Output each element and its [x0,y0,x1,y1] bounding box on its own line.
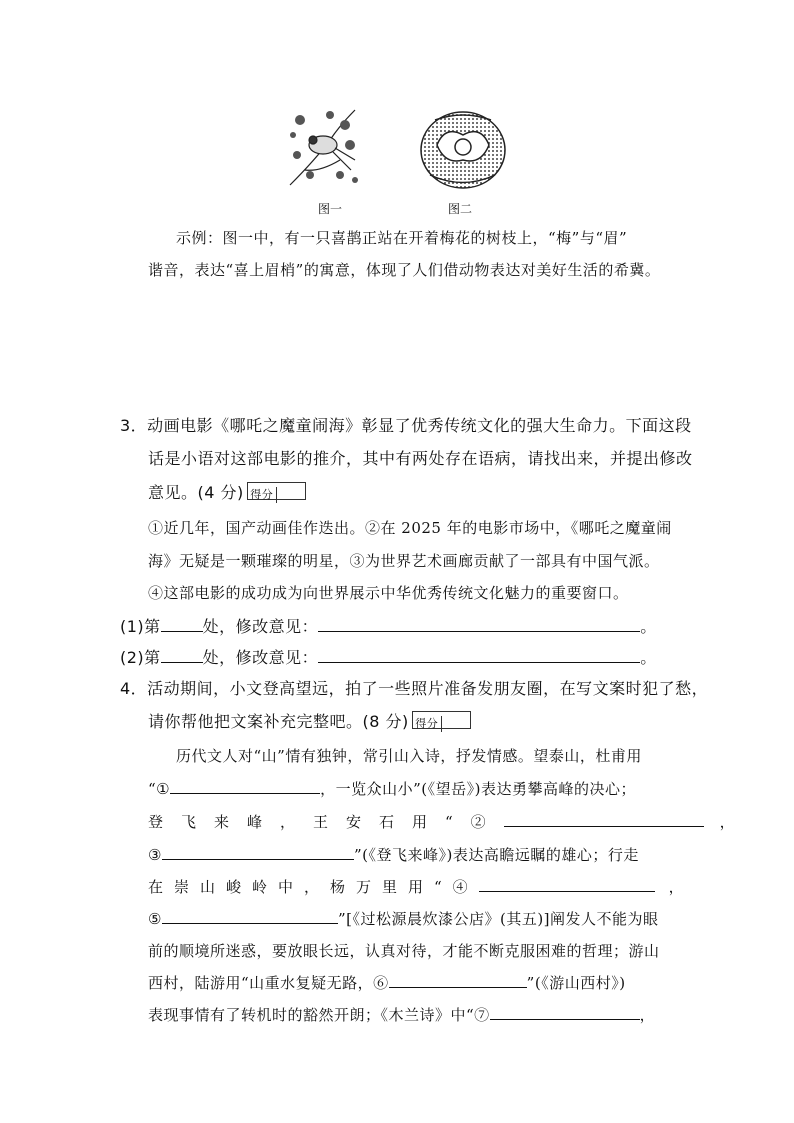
magpie-plum-illustration [285,100,365,195]
q3-line-3 [148,480,306,503]
poem-blank-3[interactable] [162,845,354,860]
poem-blank-7[interactable] [490,1005,640,1020]
q3-answer-2: (2)第 处，修改意见： 。 [120,648,657,667]
q4-para-9: 表现事情有了转机时的豁然开朗；《木兰诗》中“⑦ ， [148,1006,656,1024]
q4-para-7: 前的顺境所迷惑，要放眼长远，认真对待，才能不断克服困难的哲理；游山 [148,942,660,960]
q3-answer-1-revision-blank[interactable] [318,617,640,632]
q3-answer-2-revision-blank[interactable] [318,648,640,663]
q3-passage-3: ④这部电影的成功成为向世界展示中华优秀传统文化魅力的重要窗口。 [148,584,629,602]
q4-para-1: 历代文人对“山”情有独钟，常引山入诗，抒发情感。望泰山，杜甫用 [176,747,642,765]
q4-line-1: 4．活动期间，小文登高望远，拍了一些照片准备发朋友圈，在写文案时犯了愁， [120,679,709,698]
q3-points: 意见。(4 分) [148,483,244,502]
auspicious-pattern-illustration [415,105,510,193]
figure-1-caption: 图一 [318,202,343,216]
q4-para-3: 登飞来峰，王安石用“② ， [148,813,736,831]
q4-para-2: “① ，一览众山小”(《望岳》)表达勇攀高峰的决心； [148,780,636,798]
q3-line-1: 3．动画电影《哪吒之魔童闹海》彰显了优秀传统文化的强大生命力。下面这段 [120,416,692,435]
q3-passage-2: 海》无疑是一颗璀璨的明星，③为世界艺术画廊贡献了一部具有中国气派。 [148,552,660,570]
q4-para-5: 在崇山峻岭中，杨万里用“④ ， [148,878,685,896]
q4-para-4: ③ ”(《登飞来峰》)表达高瞻远瞩的雄心；行走 [148,846,639,864]
q3-answer-2-location-blank[interactable] [161,648,203,663]
poem-blank-2[interactable] [504,812,704,827]
poem-blank-6[interactable] [389,973,527,988]
figure-2-caption: 图二 [448,202,473,216]
poem-blank-5[interactable] [162,909,338,924]
q4-line-2: 请你帮他把文案补充完整吧。(8 分) 得分 [148,709,471,732]
q3-passage-1: ①近几年，国产动画佳作迭出。②在 2025 年的电影市场中，《哪吒之魔童闹 [148,519,672,537]
example-line-1: 示例：图一中，有一只喜鹊正站在开着梅花的树枝上，“梅”与“眉” [176,229,628,247]
q4-score-box[interactable] [412,711,471,729]
q4-score-label: 得分 [413,716,442,732]
q4-para-6: ⑤ ”[《过松源晨炊漆公店》(其五)]阐发人不能为眼 [148,910,659,928]
q3-score-label: 得分 [248,487,277,503]
example-line-2: 谐音，表达“喜上眉梢”的寓意，体现了人们借动物表达对美好生活的希冀。 [148,261,661,279]
q3-score-box[interactable] [247,482,306,500]
poem-blank-1[interactable] [170,779,320,794]
q3-answer-1-location-blank[interactable] [161,617,203,632]
poem-blank-4[interactable] [479,877,655,892]
q3-answer-1: (1)第 处，修改意见： 。 [120,617,657,636]
q4-para-8: 西村，陆游用“山重水复疑无路，⑥ ”(《游山西村》) [148,974,626,992]
q3-line-2: 话是小语对这部电影的推介，其中有两处存在语病，请找出来，并提出修改 [148,449,693,468]
